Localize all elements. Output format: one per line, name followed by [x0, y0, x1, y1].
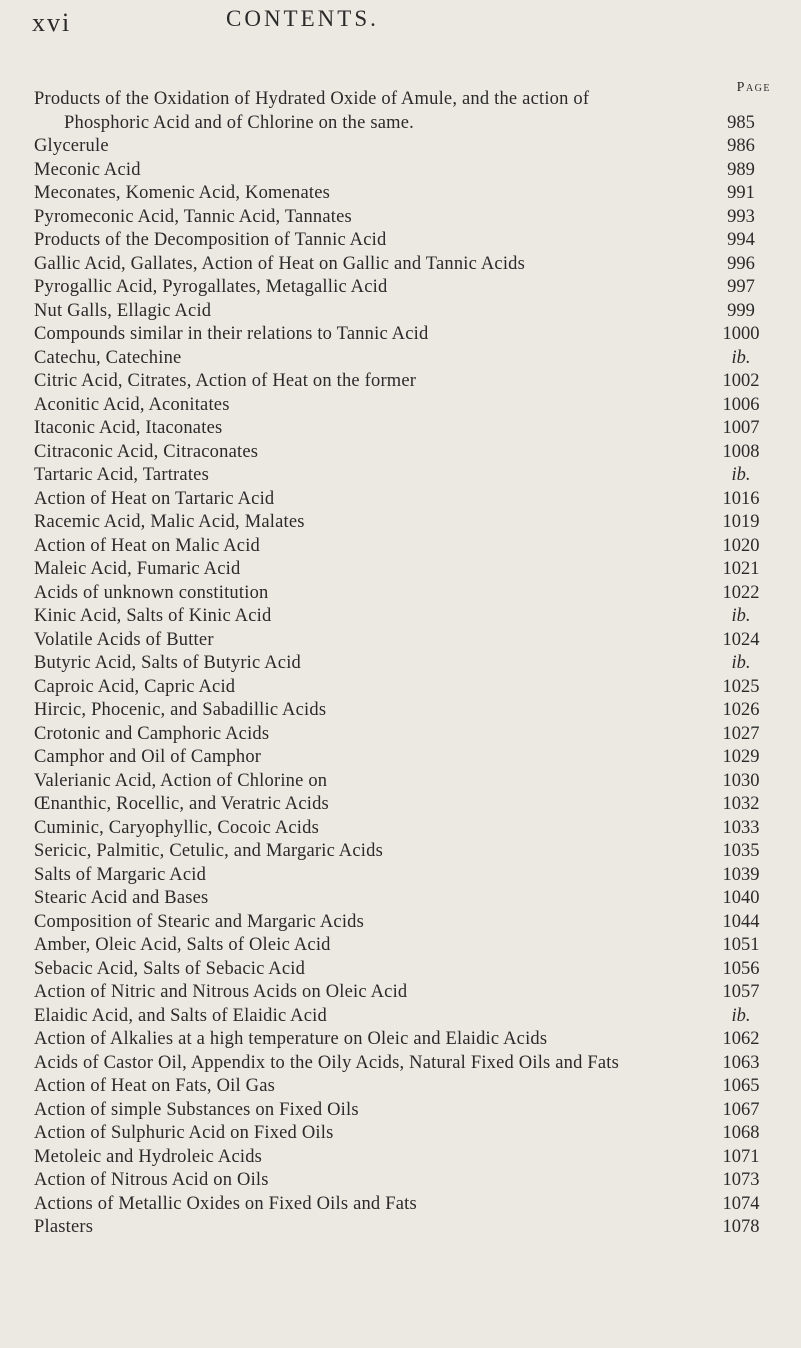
toc-entry-page: ib. — [731, 1005, 751, 1026]
toc-entry-page: 985 — [727, 112, 755, 133]
toc-entry-title: Action of Heat on Tartaric Acid — [34, 488, 275, 509]
running-head: CONTENTS. — [226, 6, 379, 31]
toc-entry-title: Acids of Castor Oil, Appendix to the Oily Acids, Natural Fixed Oils and Fats — [34, 1052, 620, 1073]
toc-entry-page: 1024 — [722, 629, 760, 650]
toc-entry-page: 1078 — [722, 1217, 760, 1237]
toc-entry — [0, 535, 801, 559]
toc-entry-title: Butyric Acid, Salts of Butyric Acid — [34, 653, 302, 673]
toc-entry — [0, 1193, 801, 1217]
toc-entry-title: Acids of unknown constitution — [34, 582, 269, 603]
toc-entry-page: 1025 — [722, 676, 760, 697]
toc-entry — [0, 1122, 801, 1146]
toc-entry — [0, 746, 801, 770]
toc-entry-page: 1039 — [722, 864, 760, 885]
toc-entry-title: Meconic Acid — [34, 159, 141, 180]
toc-entry — [0, 229, 801, 253]
toc-entry-page: 1074 — [722, 1193, 760, 1214]
toc-entry — [0, 441, 801, 465]
toc-entry-title: Elaidic Acid, and Salts of Elaidic Acid — [34, 1005, 327, 1026]
toc-entry-title: Volatile Acids of Butter — [34, 629, 214, 650]
toc-entry-title: Gallic Acid, Gallates, Action of Heat on Gallic and Tannic Acids — [34, 253, 526, 274]
toc-entry-page: 1032 — [722, 794, 760, 814]
toc-entry — [0, 300, 801, 324]
toc-entry-page: 1022 — [722, 582, 760, 603]
toc-entry — [0, 770, 801, 794]
toc-entry — [0, 347, 801, 371]
toc-entry — [0, 676, 801, 700]
toc-entry-page: 1062 — [722, 1029, 760, 1049]
toc-entry-page: 996 — [727, 253, 755, 274]
toc-entry-page: 1073 — [722, 1170, 760, 1190]
toc-entry — [0, 1169, 801, 1193]
toc-entry — [0, 1216, 801, 1240]
toc-entry-title: Phosphoric Acid and of Chlorine on the same. — [64, 112, 414, 133]
toc-entry-page: 1002 — [722, 371, 760, 391]
toc-entry-title: Citraconic Acid, Citraconates — [34, 441, 259, 462]
table-of-contents — [0, 88, 801, 1240]
toc-entry-page: 1027 — [722, 723, 760, 744]
toc-entry-title: Cuminic, Caryophyllic, Cocoic Acids — [34, 817, 319, 838]
toc-entry — [0, 464, 801, 488]
toc-entry — [0, 135, 801, 159]
toc-entry — [0, 323, 801, 347]
toc-entry-title: Metoleic and Hydroleic Acids — [34, 1146, 263, 1167]
toc-entry-title: Caproic Acid, Capric Acid — [34, 676, 236, 697]
toc-entry-page: 1026 — [722, 700, 760, 720]
toc-entry-title: Racemic Acid, Malic Acid, Malates — [34, 512, 305, 532]
toc-entry — [0, 629, 801, 653]
toc-entry-page: 986 — [727, 136, 755, 156]
toc-entry-page: 997 — [727, 277, 755, 297]
toc-entry-title: Nut Galls, Ellagic Acid — [34, 300, 212, 321]
toc-entry-page: 1056 — [722, 958, 760, 979]
toc-entry — [0, 159, 801, 183]
toc-entry-title: Amber, Oleic Acid, Salts of Oleic Acid — [34, 935, 331, 955]
toc-entry-page: 993 — [727, 206, 755, 227]
toc-entry-title: Maleic Acid, Fumaric Acid — [34, 559, 241, 579]
toc-entry-page: 1044 — [722, 911, 760, 932]
toc-entry-title: Stearic Acid and Bases — [34, 888, 209, 908]
toc-entry — [0, 1146, 801, 1170]
toc-entry-page: 1065 — [722, 1076, 760, 1096]
toc-entry-page: ib. — [731, 347, 751, 368]
page-header — [0, 4, 801, 36]
page-column-label: Page — [736, 80, 771, 95]
toc-entry — [0, 934, 801, 958]
toc-entry-page: 1006 — [722, 394, 760, 415]
toc-entry — [0, 558, 801, 582]
toc-entry-title: Compounds similar in their relations to Tannic Acid — [34, 324, 429, 344]
toc-entry-page: 1068 — [722, 1123, 760, 1143]
toc-entry-title: Action of Heat on Fats, Oil Gas — [34, 1076, 276, 1096]
page-number: xvi — [32, 8, 72, 37]
toc-entry-page: 1016 — [722, 488, 760, 509]
toc-entry-page: 1063 — [722, 1052, 760, 1073]
toc-entry — [0, 182, 801, 206]
toc-entry — [0, 206, 801, 230]
toc-entry-title: Actions of Metallic Oxides on Fixed Oils and Fats — [34, 1193, 417, 1214]
toc-entry — [0, 488, 801, 512]
toc-entry-page: 989 — [727, 159, 755, 180]
toc-entry-title: Salts of Margaric Acid — [34, 864, 207, 885]
toc-entry — [0, 793, 801, 817]
toc-entry-title: Pyrogallic Acid, Pyrogallates, Metagallic Acid — [34, 277, 388, 297]
toc-entry — [0, 887, 801, 911]
toc-entry-title: Kinic Acid, Salts of Kinic Acid — [34, 606, 272, 626]
toc-entry — [0, 417, 801, 441]
toc-entry-page: 1020 — [722, 535, 760, 556]
toc-entry-page: 1057 — [722, 982, 760, 1002]
toc-entry-page: 1040 — [722, 888, 760, 908]
toc-entry — [0, 981, 801, 1005]
toc-entry-title: Glycerule — [34, 136, 109, 156]
toc-entry-title: Action of Alkalies at a high temperature on Oleic and Elaidic Acids — [34, 1029, 548, 1049]
toc-entry-title: Crotonic and Camphoric Acids — [34, 723, 270, 744]
toc-entry-title: Action of Nitric and Nitrous Acids on Oleic Acid — [34, 982, 408, 1002]
toc-entry-page: 1035 — [722, 841, 760, 861]
toc-entry-title: Action of Nitrous Acid on Oils — [34, 1170, 269, 1190]
toc-entry-page: 1021 — [722, 559, 760, 579]
toc-entry — [0, 511, 801, 535]
toc-entry-page: 1000 — [722, 324, 760, 344]
toc-entry — [0, 1052, 801, 1076]
toc-entry-page: 1067 — [722, 1099, 760, 1120]
toc-entry — [0, 723, 801, 747]
toc-entry — [0, 276, 801, 300]
toc-entry-page: 1071 — [722, 1146, 760, 1167]
toc-entry — [0, 652, 801, 676]
toc-entry-title: Tartaric Acid, Tartrates — [34, 465, 209, 485]
toc-entry — [0, 864, 801, 888]
toc-entry-title: Itaconic Acid, Itaconates — [34, 418, 223, 438]
toc-entry-title: Plasters — [34, 1217, 94, 1237]
toc-entry-page: ib. — [731, 606, 751, 626]
toc-entry — [0, 699, 801, 723]
toc-entry-title: Camphor and Oil of Camphor — [34, 747, 262, 767]
toc-entry-title: Hircic, Phocenic, and Sabadillic Acids — [34, 700, 327, 720]
toc-entry-page: 1019 — [722, 512, 760, 532]
toc-entry-page: ib. — [731, 465, 751, 485]
toc-entry-page: 1008 — [722, 441, 760, 462]
toc-entry — [0, 1005, 801, 1029]
toc-entry-title: Products of the Oxidation of Hydrated Oxide of Amule, and the action of — [34, 89, 590, 109]
toc-entry-title: Action of simple Substances on Fixed Oils — [34, 1099, 359, 1120]
toc-entry-title: Products of the Decomposition of Tannic Acid — [34, 230, 387, 250]
toc-entry-page: ib. — [731, 653, 751, 673]
toc-entry-title: Sericic, Palmitic, Cetulic, and Margaric Acids — [34, 841, 383, 861]
toc-entry-page: 1007 — [722, 418, 760, 438]
toc-entry-page: 1051 — [722, 935, 760, 955]
toc-entry — [0, 88, 801, 112]
toc-entry-title: Composition of Stearic and Margaric Acids — [34, 911, 365, 932]
toc-entry-page: 1033 — [722, 817, 760, 838]
toc-entry-title: Valerianic Acid, Action of Chlorine on — [34, 770, 328, 791]
toc-entry — [0, 253, 801, 277]
toc-entry — [0, 911, 801, 935]
toc-entry-page: 1030 — [722, 770, 760, 791]
toc-entry — [0, 394, 801, 418]
toc-entry — [0, 1028, 801, 1052]
toc-entry-title: Action of Heat on Malic Acid — [34, 535, 261, 556]
toc-entry-title: Aconitic Acid, Aconitates — [34, 394, 230, 415]
toc-entry-page: 999 — [727, 300, 755, 321]
toc-entry-title: Pyromeconic Acid, Tannic Acid, Tannates — [34, 206, 352, 227]
toc-entry — [0, 958, 801, 982]
toc-entry-title: Sebacic Acid, Salts of Sebacic Acid — [34, 958, 306, 979]
toc-entry-title: Œnanthic, Rocellic, and Veratric Acids — [34, 794, 329, 814]
toc-entry — [0, 370, 801, 394]
toc-entry-title: Catechu, Catechine — [34, 347, 182, 368]
toc-entry-title: Action of Sulphuric Acid on Fixed Oils — [34, 1123, 334, 1143]
toc-entry — [0, 582, 801, 606]
toc-entry-title: Meconates, Komenic Acid, Komenates — [34, 183, 331, 203]
toc-entry-page: 1029 — [722, 747, 760, 767]
toc-entry-page: 991 — [727, 183, 755, 203]
toc-entry — [0, 840, 801, 864]
toc-entry-page: 994 — [727, 230, 755, 250]
toc-entry — [0, 1075, 801, 1099]
toc-entry-title: Citric Acid, Citrates, Action of Heat on the former — [34, 371, 417, 391]
toc-entry — [0, 817, 801, 841]
toc-entry — [0, 605, 801, 629]
toc-entry — [0, 1099, 801, 1123]
toc-entry — [0, 112, 801, 136]
